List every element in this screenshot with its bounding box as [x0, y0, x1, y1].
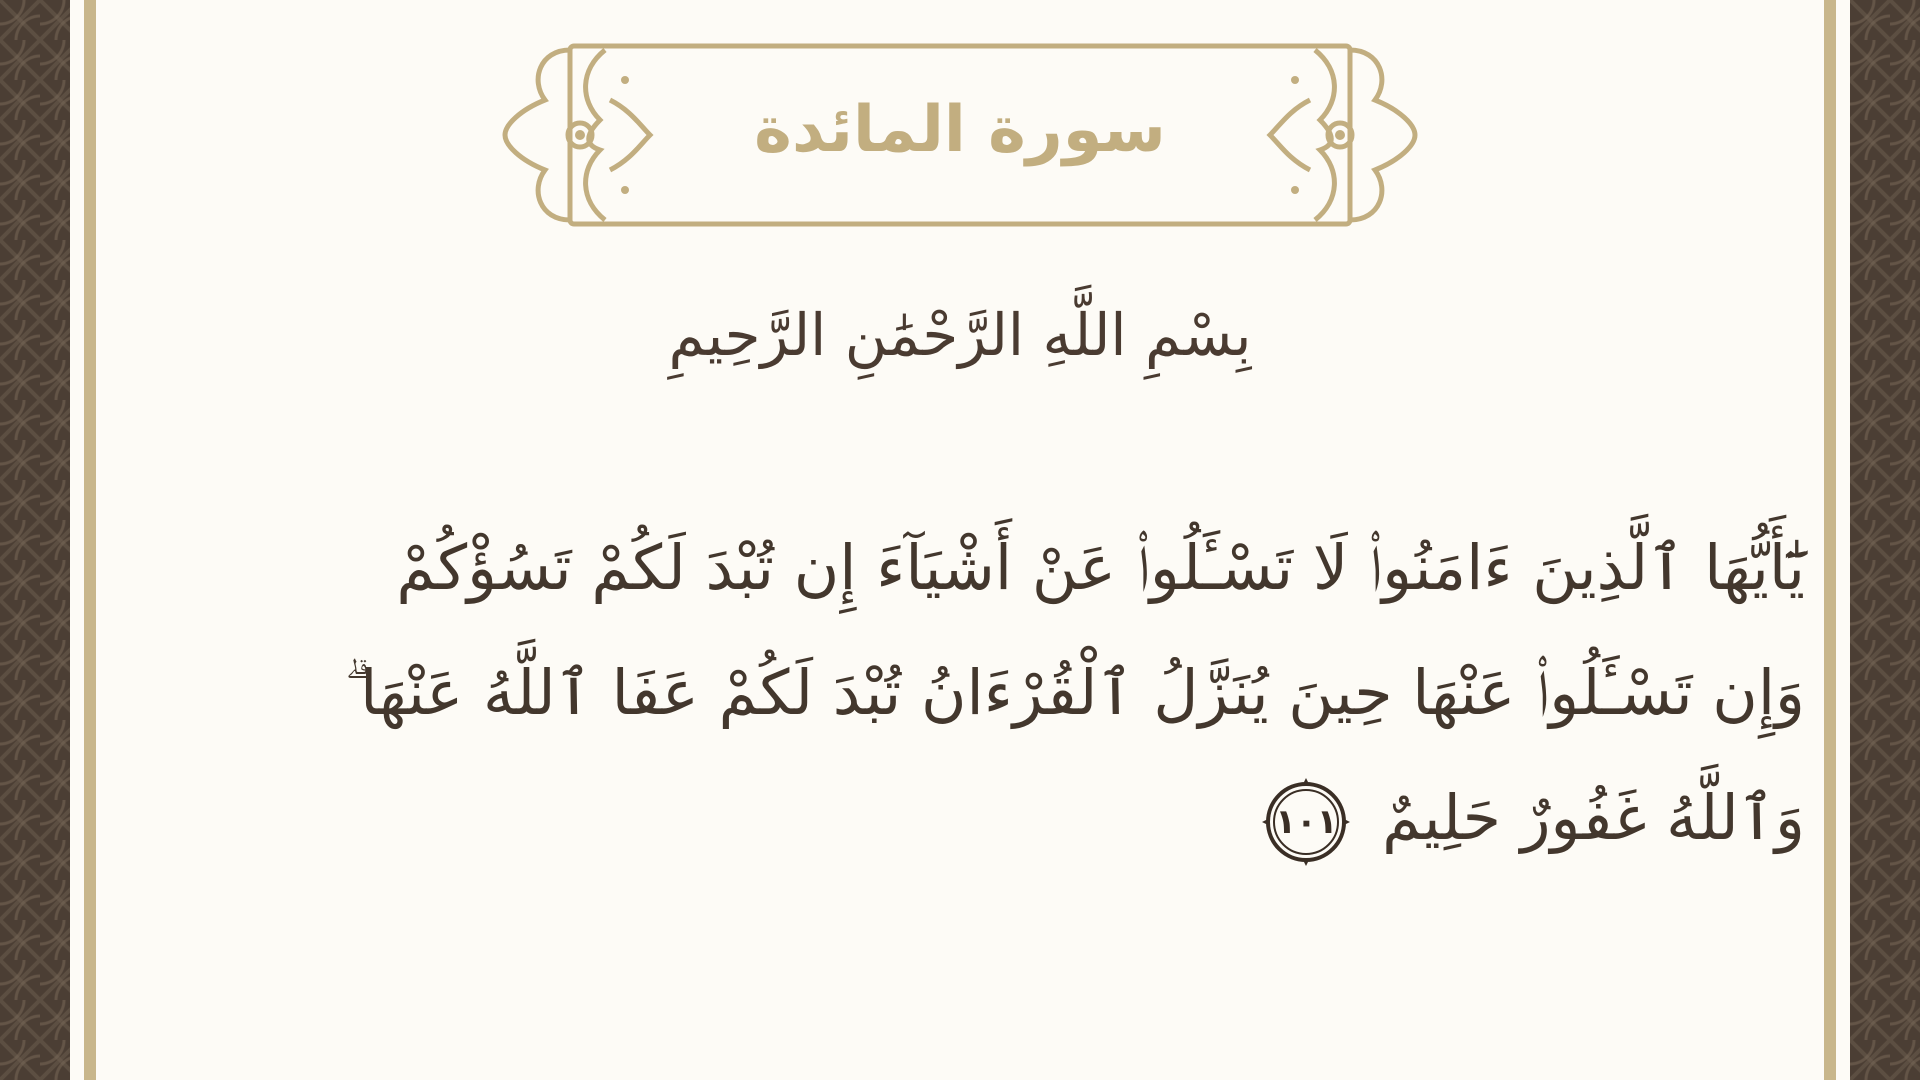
- left-ornamental-border: [0, 0, 70, 1080]
- surah-title-frame: [500, 40, 1420, 230]
- ayah-number-marker: [1260, 776, 1352, 868]
- right-ornamental-border: [1850, 0, 1920, 1080]
- verse-text: يَٰٓأَيُّهَا ٱلَّذِينَ ءَامَنُوا۟ لَا تَسْـَٔلُوا۟ عَنْ أَشْيَآءَ إِن تُبْدَ لَكُمْ تَسُؤْكُمْ وَإِن تَسْـَٔلُوا۟ عَنْهَا حِينَ يُنَزَّلُ ٱلْقُرْءَانُ تُبْدَ لَكُمْ عَفَا ٱللَّهُ عَنْهَا ۗ وَٱللَّهُ غَفُورٌ حَلِيمٌ: [344, 531, 1805, 854]
- left-gold-rule: [84, 0, 96, 1080]
- basmala: بِسْمِ اللَّهِ الرَّحْمَٰنِ الرَّحِيمِ: [668, 301, 1252, 369]
- ayah-number: ١٠١: [1275, 801, 1338, 842]
- surah-title: سورة المائدة: [754, 93, 1166, 167]
- right-gold-rule: [1824, 0, 1836, 1080]
- verse-text-block: [300, 505, 1805, 880]
